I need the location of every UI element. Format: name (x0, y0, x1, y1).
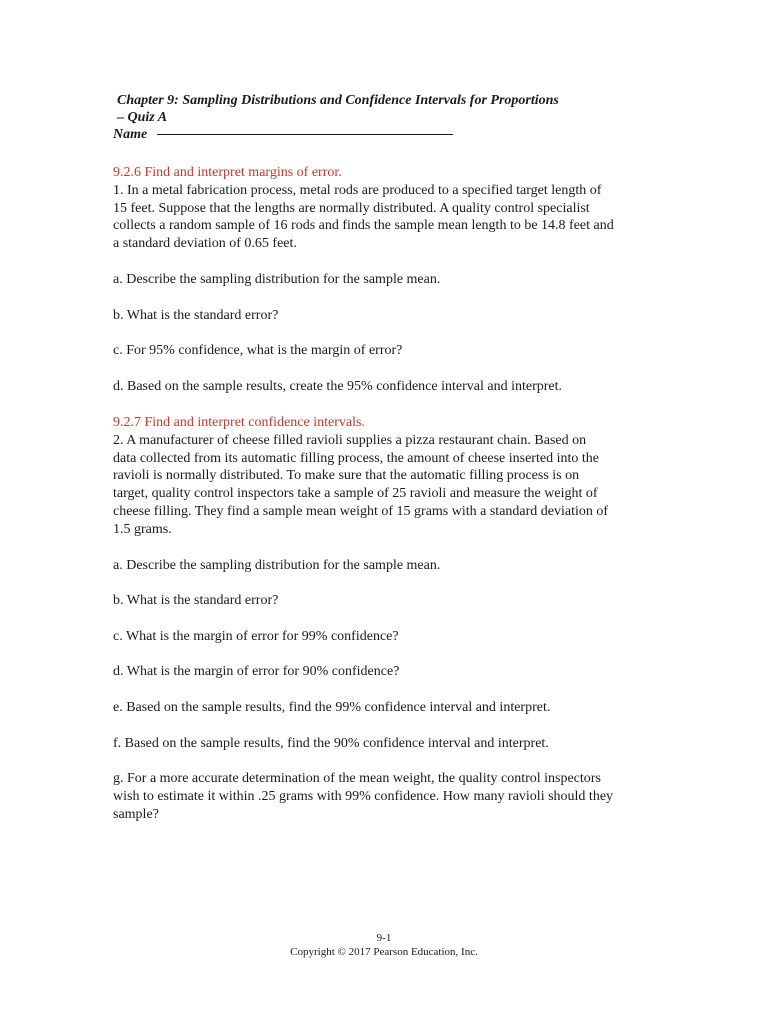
problem-1-part-d: d. Based on the sample results, create the 95% confidence interval and interpret. (113, 379, 562, 394)
problem-2-line: cheese filling. They find a sample mean weight of 15 grams with a standard deviation of (113, 503, 609, 519)
quiz-title: Chapter 9: Sampling Distributions and Confidence Intervals for Proportions (117, 93, 559, 108)
problem-2 (113, 414, 658, 539)
copyright-notice: Copyright © 2017 Pearson Education, Inc. (290, 946, 478, 958)
objective-9-2-6: 9.2.6 Find and interpret margins of error. (113, 165, 342, 180)
problem-2-part-d: d. What is the margin of error for 90% confidence? (113, 664, 400, 679)
objective-9-2-7: 9.2.7 Find and interpret confidence intervals. (113, 415, 365, 430)
problem-2-part-b: b. What is the standard error? (113, 593, 279, 608)
problem-1-line: a standard deviation of 0.65 feet. (113, 236, 297, 252)
problem-1-part-b: b. What is the standard error? (113, 308, 279, 323)
part-g-line: sample? (113, 806, 159, 822)
page-number: 9-1 (376, 932, 392, 944)
name-blank-line (157, 133, 453, 135)
problem-1-line: collects a random sample of 16 rods and finds the sample mean length to be 14.8 feet and (113, 218, 614, 234)
problem-2-part-f: f. Based on the sample results, find the 90% confidence interval and interpret. (113, 736, 549, 751)
quiz-header (113, 92, 673, 143)
problem-2-line: target, quality control inspectors take a sample of 25 ravioli and measure the weight of (113, 486, 598, 502)
problem-2-part-c: c. What is the margin of error for 99% confidence? (113, 629, 399, 644)
problem-2-part-a: a. Describe the sampling distribution for the sample mean. (113, 558, 441, 573)
problem-1-line: 1. In a metal fabrication process, metal rods are produced to a specified target length of (113, 182, 602, 198)
problem-1-line: 15 feet. Suppose that the lengths are normally distributed. A quality control specialist (113, 200, 590, 216)
problem-2-line: 1.5 grams. (113, 521, 172, 537)
problem-2-part-g (113, 770, 658, 823)
problem-2-line: data collected from its automatic filling process, the amount of cheese inserted into the (113, 450, 599, 466)
name-label: Name (113, 127, 148, 142)
part-g-line: g. For a more accurate determination of the mean weight, the quality control inspectors (113, 771, 601, 786)
problem-1-part-c: c. For 95% confidence, what is the margin of error? (113, 343, 403, 358)
problem-2-line: ravioli is normally distributed. To make sure that the automatic filling process is on (113, 468, 580, 484)
problem-2-line: 2. A manufacturer of cheese filled ravioli supplies a pizza restaurant chain. Based on (113, 432, 587, 448)
problem-2-part-e: e. Based on the sample results, find the 99% confidence interval and interpret. (113, 700, 551, 715)
name-row (113, 126, 673, 143)
problem-1 (113, 164, 658, 253)
problem-1-part-a: a. Describe the sampling distribution for the sample mean. (113, 272, 441, 287)
quiz-subtitle: – Quiz A (117, 110, 168, 125)
part-g-line: wish to estimate it within .25 grams with 99% confidence. How many ravioli should they (113, 788, 614, 804)
